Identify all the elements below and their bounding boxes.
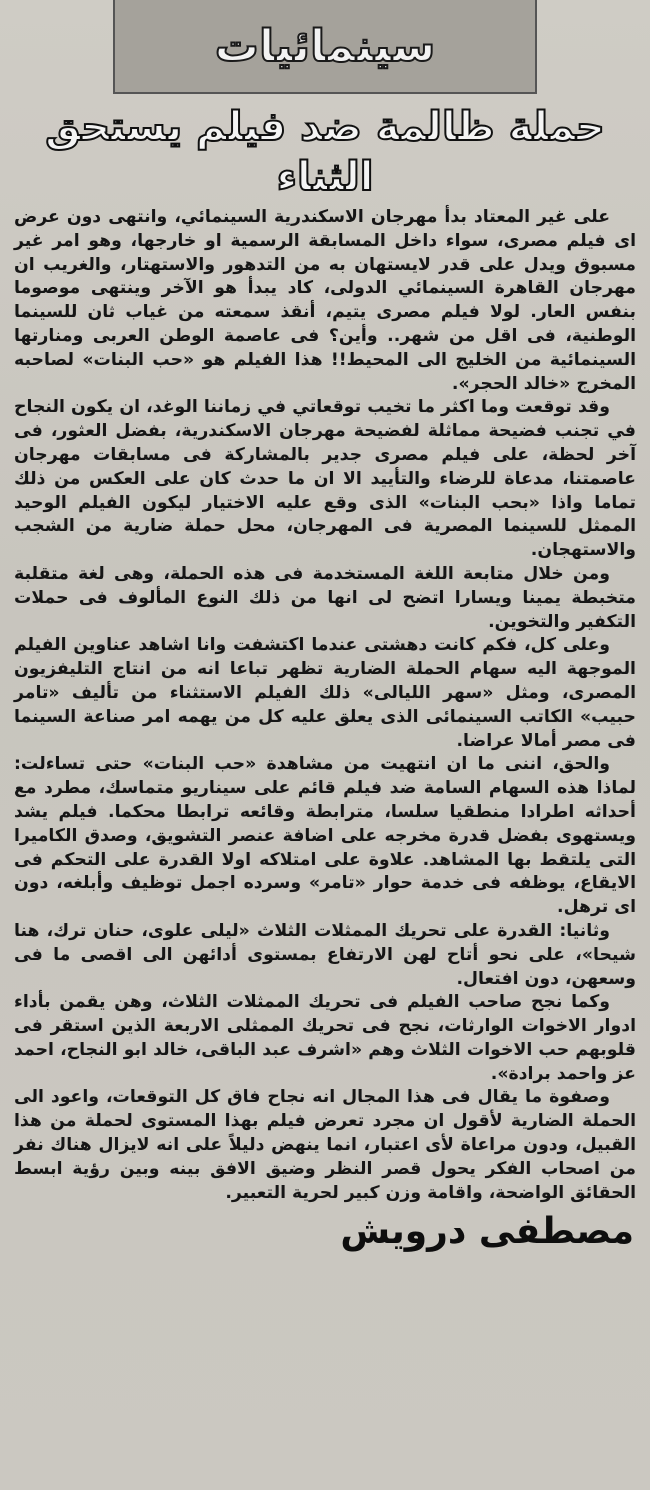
article-paragraph: والحق، اننى ما ان انتهيت من مشاهدة «حب البنات» حتى تساءلت: لماذا هذه السهام السامة ضد فيلم قائم على سيناريو متماسك، مطرد مع أحداثه اطرادا منطقيا سلسا، مترابطة وقائعه ترابطا محكما. فيلم يشد ويستهوى بفضل قدرة مخرجه على اضافة عنصر التشويق، وصدق الكاميرا التى يلتقط بها المشاهد. علاوة على امتلاكه اولا القدرة على التحكم فى الايقاع، يوظفه فى خدمة حوار «تامر» وسرده اجمل توظيف وأبلغه، دون اى ترهل. [14, 754, 636, 918]
article-headline: حملة ظالمة ضد فيلم يستحق الثناء [45, 104, 605, 200]
article-paragraph: ومن خلال متابعة اللغة المستخدمة فى هذه الحملة، وهى لغة متقلبة متخبطة يمينا ويسارا اتضح لى انها من ذلك النوع المألوف فى حملات التكفير والتخوين. [14, 563, 636, 632]
section-banner [113, 0, 537, 94]
article-paragraph: وثانيا: القدرة على تحريك الممثلات الثلاث «ليلى علوى، حنان ترك، هنا شيحا»، على نحو أتاح لهن الارتفاع بمستوى أدائهن الى اقصى ما فى وسعهن، دون افتعال. [14, 920, 636, 989]
article-paragraph: وكما نجح صاحب الفيلم فى تحريك الممثلات الثلاث، وهن يقمن بأداء ادوار الاخوات الوارثات، نجح فى تحريك الممثلى الاربعة الذين استقر فى قلوبهم حب الاخوات الثلاث وهم «اشرف عبد الباقى، خالد ابو النجاح، احمد عز واحمد برادة». [14, 992, 636, 1084]
article-paragraph: وقد توقعت وما اكثر ما تخيب توقعاتي في زماننا الوغد، ان يكون النجاح في تجنب فضيحة مماثلة لفضيحة مهرجان الاسكندرية، بفضل العثور، فى آخر لحظة، على فيلم مصرى جدير بالمشاركة فى مسابقات مهرجان عاصمتنا، مدعاة للرضاء والتأييد الا ان ما حدث كان على العكس من ذلك تماما واذا «بحب البنات» الذى وقع عليه الاختيار ليكون الفيلم الوحيد الممثل للسينما المصرية فى المهرجان، محل حملة ضارية من الشجب والاستهجان. [14, 397, 636, 561]
article-paragraph: وصفوة ما يقال فى هذا المجال انه نجاح فاق كل التوقعات، واعود الى الحملة الضارية لأقول ان مجرد تعرض فيلم بهذا المستوى لحملة من هذا القبيل، ودون مراعاة لأى اعتبار، انما ينهض دليلاً على انه لايزال هناك نفر من اصحاب الفكر يحول قصر النظر وضيق الافق بينه وبين رؤية ابسط الحقائق الواضحة، واقامة وزن كبير لحرية التعبير. [14, 1087, 636, 1203]
article-body [14, 206, 636, 1205]
author-byline: مصطفى درويش [340, 1211, 634, 1253]
article-paragraph: على غير المعتاد بدأ مهرجان الاسكندرية السينمائي، وانتهى دون عرض اى فيلم مصرى، سواء داخل المسابقة الرسمية او خارجها، وهو امر غير مسبوق ويدل على قدر لايستهان به من التدهور والاستهتار، والغريب ان مهرجان القاهرة السينمائي الدولى، كاد يبدأ هو الآخر وينتهى موصوما بنفس العار. لولا فيلم مصرى يتيم، أنقذ سمعته من غياب ثان للسينما الوطنية، فى اقل من شهر.. وأين؟ فى عاصمة الوطن العربى ومنارتها السينمائية من الخليج الى المحيط!! هذا الفيلم هو «حب البنات» لصاحبه المخرج «خالد الحجر». [14, 207, 636, 394]
article-paragraph: وعلى كل، فكم كانت دهشتى عندما اكتشفت وانا اشاهد عناوين الفيلم الموجهة اليه سهام الحملة الضارية تظهر تباعا انه من انتاج التليفزيون المصرى، ومثل «سهر الليالى» ذلك الفيلم الاستثناء من تأليف «تامر حبيب» الكاتب السينمائى الذى يعلق عليه كل من يهمه امر صناعة السينما فى مصر أمالا عراضا. [14, 635, 636, 751]
section-title: سينمائيات [214, 20, 436, 72]
